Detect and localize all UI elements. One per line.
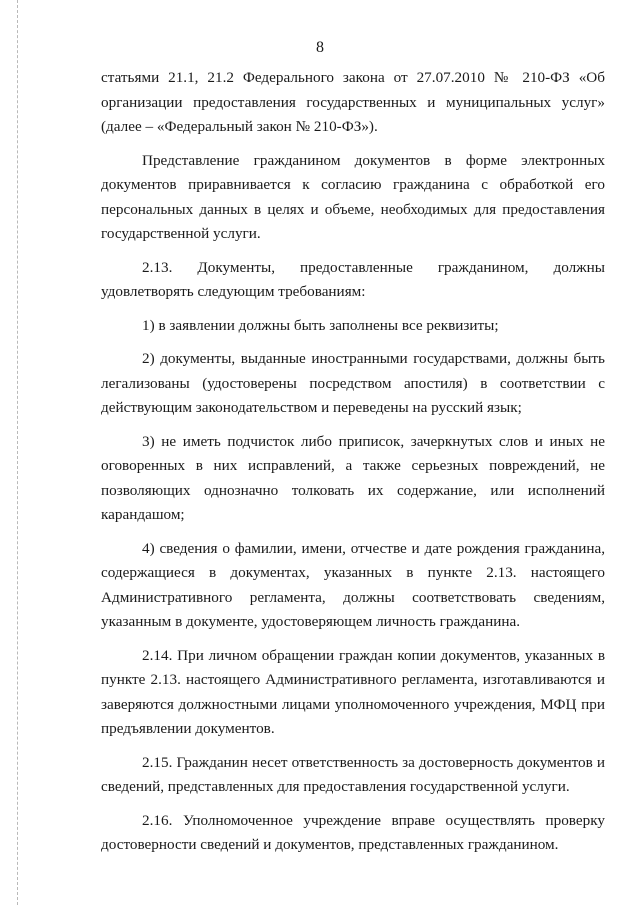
list-item-requirement-3: 3) не иметь подчисток либо приписок, зачеркнутых слов и иных не оговоренных в них исправлений, а также серьезных повреждений, не позволяющих однозначно толковать их содержание, или исполнений карандашом; [101, 432, 605, 523]
paragraph-2-15-responsibility: 2.15. Гражданин несет ответственность за достоверность документов и сведений, представленных для предоставления государственной услуги. [101, 753, 605, 795]
paragraph-electronic-documents-consent: Представление гражданином документов в форме электронных документов приравнивается к согласию гражданина с обработкой его персональных данных в целях и объеме, необходимых для предоставления государственной услуги. [101, 151, 605, 242]
paragraph-2-16-verification: 2.16. Уполномоченное учреждение вправе осуществлять проверку достоверности сведений и документов, представленных гражданином. [101, 811, 605, 853]
document-body [101, 66, 605, 858]
paragraph-federal-law-reference: статьями 21.1, 21.2 Федерального закона от 27.07.2010 № 210-ФЗ «Об организации предоставления государственных и муниципальных услуг» (далее – «Федеральный закон № 210-ФЗ»). [101, 69, 605, 135]
list-item-requirement-1: 1) в заявлении должны быть заполнены все реквизиты; [142, 316, 499, 334]
paragraph-2-14-copies: 2.14. При личном обращении граждан копии документов, указанных в пункте 2.13. настоящего Административного регламента, изготавливаются и заверяются должностными лицами уполномоченного учреждения, МФЦ при предъявлении документов. [101, 646, 605, 737]
page-number: 8 [316, 39, 324, 56]
scan-edge-line [17, 0, 18, 905]
paragraph-2-13-requirements: 2.13. Документы, предоставленные гражданином, должны удовлетворять следующим требованиям: [101, 258, 605, 300]
list-item-requirement-2: 2) документы, выданные иностранными государствами, должны быть легализованы (удостоверены посредством апостиля) в соответствии с действующим законодательством и переведены на русский язык; [101, 350, 605, 416]
list-item-requirement-4: 4) сведения о фамилии, имени, отчестве и дате рождения гражданина, содержащиеся в документах, указанных в пункте 2.13. настоящего Административного регламента, должны соответствовать сведениям, указанным в документе, удостоверяющем личность гражданина. [101, 539, 605, 630]
